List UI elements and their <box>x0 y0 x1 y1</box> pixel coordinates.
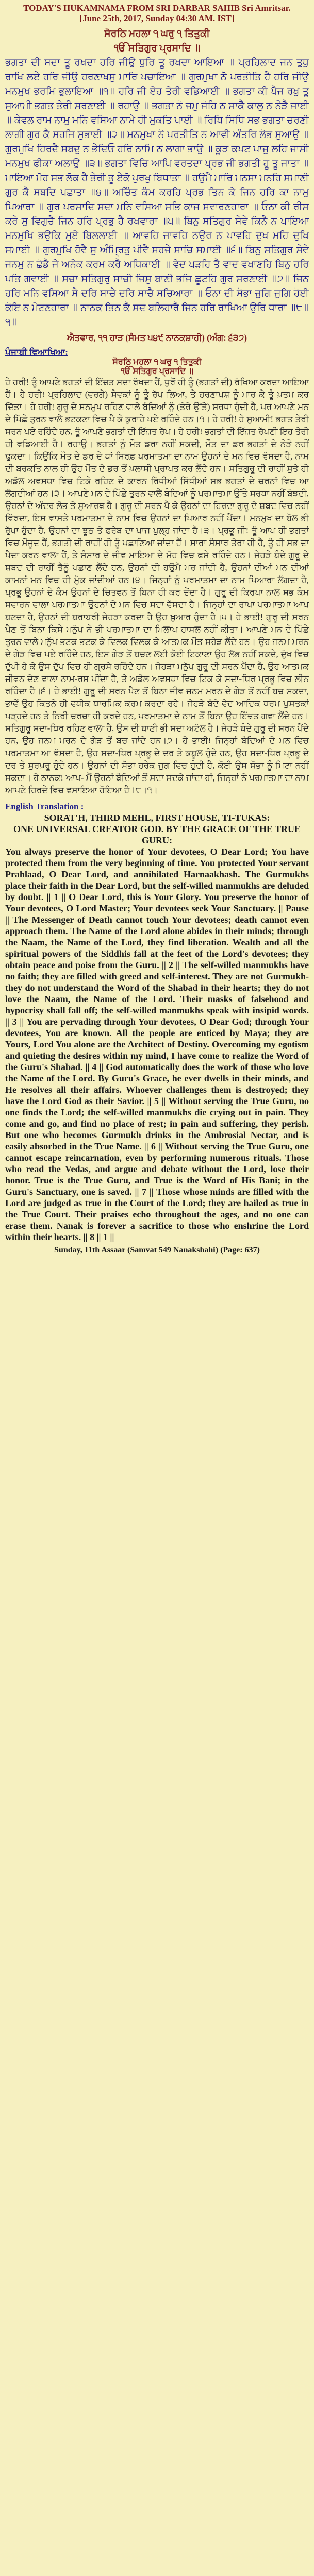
english-title: English Translation : <box>5 802 84 811</box>
header-title: TODAY'S HUKAMNAMA FROM SRI DARBAR SAHIB Sri Amritsar. <box>23 3 291 13</box>
punjabi-section <box>5 333 309 796</box>
english-text: You always preserve the honor of Your devotees, O Dear Lord; You have protected them from the very beginning of time. You protected Your servant Prahlaad, O Dear Lord, and annihilated Harnaakhash. The Gurmukhs place their faith in the Dear Lord, but the self-willed manmukhs are deluded by doubt. || 1 || O Dear Lord, this is Your Glory. You preserve the honor of Your devotees, O Lord Master; Your devotees seek Your Sanctuary. || Pause || The Messenger of Death cannot touch Your devotees; death cannot even approach them. The Name of the Lord alone abides in their minds; through the Naam, the Name of the Lord, they find liberation. Wealth and all the spiritual powers of the Siddhis fall at the feet of the Lord's devotees; they obtain peace and poise from the Guru. || 2 || The self-willed manmukhs have no faith; they are filled with greed and self-interest. They are not Gurmukh- they do not understand the Word of the Shabad in their hearts; they do not love the Naam, the Name of the Lord. Their masks of falsehood and hypocrisy shall fall off; the self-willed manmukhs speak with insipid words. || 3 || You are pervading through Your devotees, O Dear God; through Your devotees, You are known. All the people are enticed by Maya; they are Yours, Lord You alone are the Architect of Destiny. Overcoming my egotism and quieting the desires within my mind, I have come to realize the Word of the Guru's Shabad. || 4 || God automatically does the work of those who love the Name of the Lord. By Guru's Grace, he ever dwells in their minds, and He resolves all their affairs. Whoever challenges them is destroyed; they have the Lord God as their Savior. || 5 || Without serving the True Guru, no one finds the Lord; the self-willed manmukhs die crying out in pain. They come and go, and find no place of rest; in pain and suffering, they perish. But one who becomes Gurmukh drinks in the Ambrosial Nectar, and is easily absorbed in the True Name. || 6 || Without serving the True Guru, one cannot escape reincarnation, even by performing numerous rituals. Those who read the Vedas, and argue and debate without the Lord, lose their honor. True is the True Guru, and True is the Word of His Bani; in the Guru's Sanctuary, one is saved. || 7 || Those whose minds are filled with the Lord are judged as true in the Court of the Lord; they are hailed as true in the True Court. Their praises echo throughout the ages, and no one can erase them. Nanak is forever a sacrifice to those who enshrine the Lord within their hearts. || 8 || 1 || <box>5 846 309 1242</box>
punjabi-heading-2: ੴ ਸਤਿਗੁਰ ਪ੍ਰਸਾਦਿ ॥ <box>121 367 193 376</box>
punjabi-text: ਹੇ ਹਰੀ! ਤੂੰ ਆਪਣੇ ਭਗਤਾਂ ਦੀ ਇੱਜ਼ਤ ਸਦਾ ਰੱਖਦਾ ਹੈਂ, ਧੁਰੋਂ ਹੀ ਤੂੰ (ਭਗਤਾਂ ਦੀ) ਰੱਖਿਆ ਕਰਦਾ ਆਇਆ ਹੈਂ। ਹੇ ਹਰੀ! ਪ੍ਰਹਿਲਾਦ (ਵਰਗੇ) ਸੇਵਕਾਂ ਨੂੰ ਤੂੰ ਰੱਖ ਲਿਆ, ਤੇ ਹਰਣਾਖਸ਼ ਨੂੰ ਮਾਰ ਕੇ ਤੂੰ ਖ਼ਤਮ ਕਰ ਦਿੱਤਾ। ਹੇ ਹਰੀ! ਗੁਰੂ ਦੇ ਸਨਮੁਖ ਰਹਿਣ ਵਾਲੇ ਬੰਦਿਆਂ ਨੂੰ (ਤੇਰੇ ਉੱਤੇ) ਸਰਧਾ ਹੁੰਦੀ ਹੈ, ਪਰ ਆਪਣੇ ਮਨ ਦੇ ਪਿੱਛੇ ਤੁਰਨ ਵਾਲੇ ਭਟਕਣਾ ਵਿਚ ਪੈ ਕੇ ਕੁਰਾਹੇ ਪਏ ਰਹਿੰਦੇ ਹਨ।੧। ਹੇ ਹਰੀ! ਹੇ ਸੁਆਮੀ! ਭਗਤ ਤੇਰੀ ਸਰਨ ਪਏ ਰਹਿੰਦੇ ਹਨ, ਤੂੰ ਆਪਣੇ ਭਗਤਾਂ ਦੀ ਇੱਜ਼ਤ ਰੱਖ। ਹੇ ਹਰੀ! ਭਗਤਾਂ ਦੀ ਇੱਜ਼ਤ ਰੱਖਣੀ ਇਹ ਤੇਰੀ ਹੀ ਵਡਿਆਈ ਹੈ। ਰਹਾਉ। ਭਗਤਾਂ ਨੂੰ ਮੌਤ ਡਰਾ ਨਹੀਂ ਸਕਦੀ, ਮੌਤ ਦਾ ਡਰ ਭਗਤਾਂ ਦੇ ਨੇੜੇ ਨਹੀਂ ਢੁਕਦਾ। ਕਿਉਂਕਿ ਮੌਤ ਦੇ ਡਰ ਦੇ ਥਾਂ ਸਿਰਫ਼ ਪਰਮਾਤਮਾ ਦਾ ਨਾਮ ਉਹਨਾਂ ਦੇ ਮਨ ਵਿਚ ਵੱਸਦਾ ਹੈ, ਨਾਮ ਦੀ ਬਰਕਤਿ ਨਾਲ ਹੀ ਉਹ ਮੌਤ ਦੇ ਡਰ ਤੋਂ ਖ਼ਲਾਸੀ ਪ੍ਰਾਪਤ ਕਰ ਲੈਂਦੇ ਹਨ। ਸਤਿਗੁਰੂ ਦੀ ਰਾਹੀਂ ਸੁਤੇ ਹੀ ਅਡੋਲ ਅਵਸਥਾ ਵਿਚ ਟਿਕੇ ਰਹਿਣ ਦੇ ਕਾਰਨ ਰਿੱਧੀਆਂ ਸਿੱਧੀਆਂ ਸਭ ਭਗਤਾਂ ਦੇ ਚਰਨਾਂ ਵਿਚ ਆ ਲੱਗਦੀਆਂ ਹਨ।੨। ਆਪਣੇ ਮਨ ਦੇ ਪਿੱਛੇ ਤੁਰਨ ਵਾਲੇ ਬੰਦਿਆਂ ਨੂੰ ਪਰਮਾਤਮਾ ਉੱਤੇ ਸਰਧਾ ਨਹੀਂ ਬੱਝਦੀ, ਉਹਨਾਂ ਦੇ ਅੰਦਰ ਲੋਭ ਤੇ ਸੁਆਰਥ ਹੈ। ਗੁਰੂ ਦੀ ਸਰਨ ਪੈ ਕੇ ਉਹਨਾਂ ਦਾ ਹਿਰਦਾ ਗੁਰੂ ਦੇ ਸ਼ਬਦ ਵਿਚ ਨਹੀਂ ਵਿੱਝਦਾ, ਇਸ ਵਾਸਤੇ ਪਰਮਾਤਮਾ ਦੇ ਨਾਮ ਵਿਚ ਉਹਨਾਂ ਦਾ ਪਿਆਰ ਨਹੀਂ ਪੈਂਦਾ। ਮਨਮੁਖ ਦਾ ਬੋਲ ਭੀ ਰੁੱਖਾ ਹੁੰਦਾ ਹੈ, ਉਹਨਾਂ ਦਾ ਝੂਠ ਤੇ ਫਰੇਬ ਦਾ ਪਾਜ ਖੁਲ੍ਹ ਜਾਂਦਾ ਹੈ।੩। ਪ੍ਰਭੂ ਜੀ! ਤੂੰ ਆਪ ਹੀ ਭਗਤਾਂ ਵਿਚ ਮੌਜੂਦ ਹੈਂ, ਭਗਤੀ ਦੀ ਰਾਹੀਂ ਹੀ ਤੂੰ ਪਛਾਣਿਆ ਜਾਂਦਾ ਹੈਂ। ਸਾਰਾ ਸੰਸਾਰ ਤੇਰਾ ਹੀ ਹੈ, ਤੂੰ ਹੀ ਸਭ ਦਾ ਪੈਦਾ ਕਰਨ ਵਾਲਾ ਹੈਂ, ਤੇ ਸੰਸਾਰ ਦੇ ਜੀਵ ਮਾਇਆ ਦੇ ਮੋਹ ਵਿਚ ਫਸੇ ਰਹਿੰਦੇ ਹਨ। ਜੇਹੜੇ ਬੰਦੇ ਗੁਰੂ ਦੇ ਸ਼ਬਦ ਦੀ ਰਾਹੀਂ ਤੈਨੂੰ ਪਛਾਣ ਲੈਂਦੇ ਹਨ, ਉਹਨਾਂ ਦੀ ਹਉਮੈ ਮਰ ਜਾਂਦੀ ਹੈ, ਉਹਨਾਂ ਦੀਆਂ ਮਨ ਦੀਆਂ ਕਾਮਨਾਂ ਮਨ ਵਿਚ ਹੀ ਮੁੱਕ ਜਾਂਦੀਆਂ ਹਨ।੪। ਜਿਨ੍ਹਾਂ ਨੂੰ ਪਰਮਾਤਮਾ ਦਾ ਨਾਮ ਪਿਆਰਾ ਲੱਗਦਾ ਹੈ, ਪ੍ਰਭੂ ਉਹਨਾਂ ਦੇ ਕੰਮ ਉਹਨਾਂ ਦੇ ਚਿਤਵਨ ਤੋਂ ਬਿਨਾ ਹੀ ਕਰ ਦੇਂਦਾ ਹੈ। ਗੁਰੂ ਦੀ ਕਿਰਪਾ ਨਾਲ ਸਭ ਕੰਮ ਸਵਾਰਨ ਵਾਲਾ ਪਰਮਾਤਮਾ ਉਹਨਾਂ ਦੇ ਮਨ ਵਿਚ ਸਦਾ ਵੱਸਦਾ ਹੈ। ਜਿਨ੍ਹਾਂ ਦਾ ਰਾਖਾ ਪਰਮਾਤਮਾ ਆਪ ਬਣਦਾ ਹੈ, ਉਹਨਾਂ ਦੀ ਬਰਾਬਰੀ ਜੇਹੜਾ ਕਰਦਾ ਹੈ ਉਹ ਖ਼ੁਆਰ ਹੁੰਦਾ ਹੈ।੫। ਹੇ ਭਾਈ! ਗੁਰੂ ਦੀ ਸਰਨ ਪੈਣ ਤੋਂ ਬਿਨਾ ਕਿਸੇ ਮਨੁੱਖ ਨੇ ਭੀ ਪਰਮਾਤਮਾ ਦਾ ਮਿਲਾਪ ਹਾਸਲ ਨਹੀਂ ਕੀਤਾ। ਆਪਣੇ ਮਨ ਦੇ ਪਿੱਛੇ ਤੁਰਨ ਵਾਲੇ ਮਨੁੱਖ ਭਟਕ ਭਟਕ ਕੇ ਵਿਲਕ ਵਿਲਕ ਕੇ ਆਤਮਕ ਮੌਤ ਸਹੇੜ ਲੈਂਦੇ ਹਨ। ਉਹ ਜਨਮ ਮਰਨ ਦੇ ਗੇੜ ਵਿਚ ਪਏ ਰਹਿੰਦੇ ਹਨ, ਇਸ ਗੇੜ ਤੋਂ ਬਚਣ ਲਈ ਕੋਈ ਟਿਕਾਣਾ ਉਹ ਲੱਭ ਨਹੀਂ ਸਕਦੇ, ਦੁੱਖ ਵਿਚ ਦੁੱਖੀ ਹੋ ਕੇ ਉਸ ਦੁੱਖ ਵਿਚ ਹੀ ਗ੍ਰਸੇ ਰਹਿੰਦੇ ਹਨ। ਜੇਹੜਾ ਮਨੁੱਖ ਗੁਰੂ ਦੀ ਸਰਨ ਪੈਂਦਾ ਹੈ, ਉਹ ਆਤਮਕ ਜੀਵਨ ਦੇਣ ਵਾਲਾ ਨਾਮ-ਰਸ ਪੀਂਦਾ ਹੈ, ਤੇ ਅਡੋਲ ਅਵਸਥਾ ਵਿਚ ਟਿਕ ਕੇ ਸਦਾ-ਥਿਰ ਪ੍ਰਭੂ ਵਿਚ ਲੀਨ ਰਹਿੰਦਾ ਹੈ।੬। ਹੇ ਭਾਈ! ਗੁਰੂ ਦੀ ਸਰਨ ਪੈਣ ਤੋਂ ਬਿਨਾ ਜੀਵ ਜਨਮ ਮਰਨ ਦੇ ਗੇੜ ਤੋਂ ਨਹੀਂ ਬਚ ਸਕਦਾ, ਭਾਵੇਂ ਉਹ ਕਿਤਨੇ ਹੀ ਵਧੀਕ ਧਾਰਮਿਕ ਕਰਮ ਕਰਦਾ ਰਹੇ। ਜੇਹੜੇ ਬੰਦੇ ਵੇਦ ਆਦਿਕ ਧਰਮ ਪੁਸਤਕਾਂ ਪੜ੍ਹਦੇ ਹਨ ਤੇ ਨਿਰੀ ਚਰਚਾ ਹੀ ਕਰਦੇ ਹਨ, ਪਰਮਾਤਮਾ ਦੇ ਨਾਮ ਤੋਂ ਬਿਨਾ ਉਹ ਇੱਜ਼ਤ ਗਵਾ ਲੈਂਦੇ ਹਨ। ਸਤਿਗੁਰੂ ਸਦਾ-ਥਿਰ ਰਹਿਣ ਵਾਲਾ ਹੈ, ਉਸ ਦੀ ਬਾਣੀ ਭੀ ਸਦਾ ਅਟੱਲ ਹੈ। ਜੇਹੜੇ ਬੰਦੇ ਗੁਰੂ ਦੀ ਸਰਨ ਪੈਂਦੇ ਹਨ, ਉਹ ਜਨਮ ਮਰਨ ਦੇ ਗੇੜ ਤੋਂ ਬਚ ਜਾਂਦੇ ਹਨ।੭। ਹੇ ਭਾਈ! ਜਿਨ੍ਹਾਂ ਬੰਦਿਆਂ ਦੇ ਮਨ ਵਿਚ ਪਰਮਾਤਮਾ ਆ ਵੱਸਦਾ ਹੈ, ਉਹ ਸਦਾ-ਥਿਰ ਪ੍ਰਭੂ ਦੇ ਦਰ ਤੇ ਕਬੂਲ ਹੁੰਦੇ ਹਨ, ਉਹ ਸਦਾ-ਥਿਰ ਪ੍ਰਭੂ ਦੇ ਦਰ ਤੇ ਸੁਰਖ਼ਰੂ ਹੁੰਦੇ ਹਨ। ਉਹਨਾਂ ਦੀ ਸੋਭਾ ਹਰੇਕ ਜੁਗ ਵਿਚ ਹੁੰਦੀ ਹੈ, ਕੋਈ ਉਸ ਸੋਭਾ ਨੂੰ ਮਿਟਾ ਨਹੀਂ ਸਕਦਾ। ਹੇ ਨਾਨਕ! ਆਖ- ਮੈਂ ਉਹਨਾਂ ਬੰਦਿਆਂ ਤੋਂ ਸਦਾ ਸਦਕੇ ਜਾਂਦਾ ਹਾਂ, ਜਿਨ੍ਹਾਂ ਨੇ ਪਰਮਾਤਮਾ ਦਾ ਨਾਮ ਆਪਣੇ ਹਿਰਦੇ ਵਿਚ ਵਸਾਇਆ ਹੋਇਆ ਹੈ।੮।੧। <box>5 377 309 795</box>
gurbani-heading-1: ਸੋਰਠਿ ਮਹਲਾ ੧ ਘਰੁ ੧ ਤਿਤੁਕੀ <box>104 28 210 39</box>
gurbani-heading-2: ੴ ਸਤਿਗੁਰ ਪ੍ਰਸਾਦਿ ॥ <box>114 43 200 54</box>
english-heading-1: SORAT'H, THIRD MEHL, FIRST HOUSE, TI-TUKAS: <box>44 812 270 823</box>
header-date: [June 25th, 2017, Sunday 04:30 AM. IST] <box>79 13 235 23</box>
gurbani-text: ਭਗਤਾ ਦੀ ਸਦਾ ਤੂ ਰਖਦਾ ਹਰਿ ਜੀਉ ਧੁਰਿ ਤੂ ਰਖਦਾ ਆਇਆ ॥ ਪ੍ਰਹਿਲਾਦ ਜਨ ਤੁਧੁ ਰਾਖਿ ਲਏ ਹਰਿ ਜੀਉ ਹਰਣਾਖਸੁ ਮਾਰਿ ਪਚਾਇਆ ॥ ਗੁਰਮੁਖਾ ਨੋ ਪਰਤੀਤਿ ਹੈ ਹਰਿ ਜੀਉ ਮਨਮੁਖ ਭਰਮਿ ਭੁਲਾਇਆ ॥੧॥ ਹਰਿ ਜੀ ਏਹ ਤੇਰੀ ਵਡਿਆਈ ॥ ਭਗਤਾ ਕੀ ਪੈਜ ਰਖੁ ਤੂ ਸੁਆਮੀ ਭਗਤ ਤੇਰੀ ਸਰਣਾਈ ॥ ਰਹਾਉ ॥ ਭਗਤਾ ਨੋ ਜਮੁ ਜੋਹਿ ਨ ਸਾਕੈ ਕਾਲੁ ਨ ਨੇੜੈ ਜਾਈ ॥ ਕੇਵਲ ਰਾਮ ਨਾਮੁ ਮਨਿ ਵਸਿਆ ਨਾਮੇ ਹੀ ਮੁਕਤਿ ਪਾਈ ॥ ਰਿਧਿ ਸਿਧਿ ਸਭ ਭਗਤਾ ਚਰਣੀ ਲਾਗੀ ਗੁਰ ਕੈ ਸਹਜਿ ਸੁਭਾਈ ॥੨॥ ਮਨਮੁਖਾ ਨੋ ਪਰਤੀਤਿ ਨ ਆਵੀ ਅੰਤਰਿ ਲੋਭ ਸੁਆਉ ॥ ਗੁਰਮੁਖਿ ਹਿਰਦੈ ਸਬਦੁ ਨ ਭੇਦਿਓ ਹਰਿ ਨਾਮਿ ਨ ਲਾਗਾ ਭਾਉ ॥ ਕੂੜ ਕਪਟ ਪਾਜੁ ਲਹਿ ਜਾਸੀ ਮਨਮੁਖ ਫੀਕਾ ਅਲਾਉ ॥੩॥ ਭਗਤਾ ਵਿਚਿ ਆਪਿ ਵਰਤਦਾ ਪ੍ਰਭ ਜੀ ਭਗਤੀ ਹੂ ਤੂ ਜਾਤਾ ॥ ਮਾਇਆ ਮੋਹ ਸਭ ਲੋਕ ਹੈ ਤੇਰੀ ਤੂ ਏਕੋ ਪੁਰਖੁ ਬਿਧਾਤਾ ॥ ਹਉਮੈ ਮਾਰਿ ਮਨਸਾ ਮਨਹਿ ਸਮਾਣੀ ਗੁਰ ਕੈ ਸਬਦਿ ਪਛਾਤਾ ॥੪॥ ਅਚਿੰਤ ਕੰਮ ਕਰਹਿ ਪ੍ਰਭ ਤਿਨ ਕੇ ਜਿਨ ਹਰਿ ਕਾ ਨਾਮੁ ਪਿਆਰਾ ॥ ਗੁਰ ਪਰਸਾਦਿ ਸਦਾ ਮਨਿ ਵਸਿਆ ਸਭਿ ਕਾਜ ਸਵਾਰਣਹਾਰਾ ॥ ਓਨਾ ਕੀ ਰੀਸ ਕਰੇ ਸੁ ਵਿਗੁਚੈ ਜਿਨ ਹਰਿ ਪ੍ਰਭੁ ਹੈ ਰਖਵਾਰਾ ॥੫॥ ਬਿਨੁ ਸਤਿਗੁਰ ਸੇਵੇ ਕਿਨੈ ਨ ਪਾਇਆ ਮਨਮੁਖਿ ਭਉਕਿ ਮੁਏ ਬਿਲਲਾਈ ॥ ਆਵਹਿ ਜਾਵਹਿ ਠਉਰ ਨ ਪਾਵਹਿ ਦੁਖ ਮਹਿ ਦੁਖਿ ਸਮਾਈ ॥ ਗੁਰਮੁਖਿ ਹੋਵੈ ਸੁ ਅੰਮ੍ਰਿਤੁ ਪੀਵੈ ਸਹਜੇ ਸਾਚਿ ਸਮਾਈ ॥੬॥ ਬਿਨੁ ਸਤਿਗੁਰ ਸੇਵੇ ਜਨਮੁ ਨ ਛੋਡੈ ਜੇ ਅਨੇਕ ਕਰਮ ਕਰੈ ਅਧਿਕਾਈ ॥ ਵੇਦ ਪੜਹਿ ਤੈ ਵਾਦ ਵਖਾਣਹਿ ਬਿਨੁ ਹਰਿ ਪਤਿ ਗਵਾਈ ॥ ਸਚਾ ਸਤਿਗੁਰੁ ਸਾਚੀ ਜਿਸੁ ਬਾਣੀ ਭਜਿ ਛੂਟਹਿ ਗੁਰ ਸਰਣਾਈ ॥੭॥ ਜਿਨ ਹਰਿ ਮਨਿ ਵਸਿਆ ਸੇ ਦਰਿ ਸਾਚੇ ਦਰਿ ਸਾਚੈ ਸਚਿਆਰਾ ॥ ਓਨਾ ਦੀ ਸੋਭਾ ਜੁਗਿ ਜੁਗਿ ਹੋਈ ਕੋਇ ਨ ਮੇਟਣਹਾਰਾ ॥ ਨਾਨਕ ਤਿਨ ਕੈ ਸਦ ਬਲਿਹਾਰੈ ਜਿਨ ਹਰਿ ਰਾਖਿਆ ਉਰਿ ਧਾਰਾ ॥੮॥੧॥ <box>5 57 309 328</box>
english-heading-2: ONE UNIVERSAL CREATOR GOD. BY THE GRACE OF THE TRUE GURU: <box>13 824 301 845</box>
footer: Sunday, 11th Assaar (Samvat 549 Nanakshahi) (Page: 637) <box>54 1246 260 1255</box>
english-section <box>5 802 309 1243</box>
english-body <box>5 812 309 1243</box>
punjabi-heading-1: ਸੋਰਠਿ ਮਹਲਾ ੧ ਘਰੁ ੧ ਤਿਤੁਕੀ <box>112 358 202 366</box>
hukamnama-page <box>0 0 314 1255</box>
punjabi-title: ਪੰਜਾਬੀ ਵਿਆਖਿਆ: <box>5 347 68 357</box>
punjabi-date-line: ਐਤਵਾਰ, ੧੧ ਹਾੜ (ਸੰਮਤ ੫੪੯ ਨਾਨਕਸ਼ਾਹੀ) (ਅੰਗ: ੬੩੭) <box>67 333 247 343</box>
header <box>5 3 309 24</box>
gurbani-section <box>5 27 309 330</box>
